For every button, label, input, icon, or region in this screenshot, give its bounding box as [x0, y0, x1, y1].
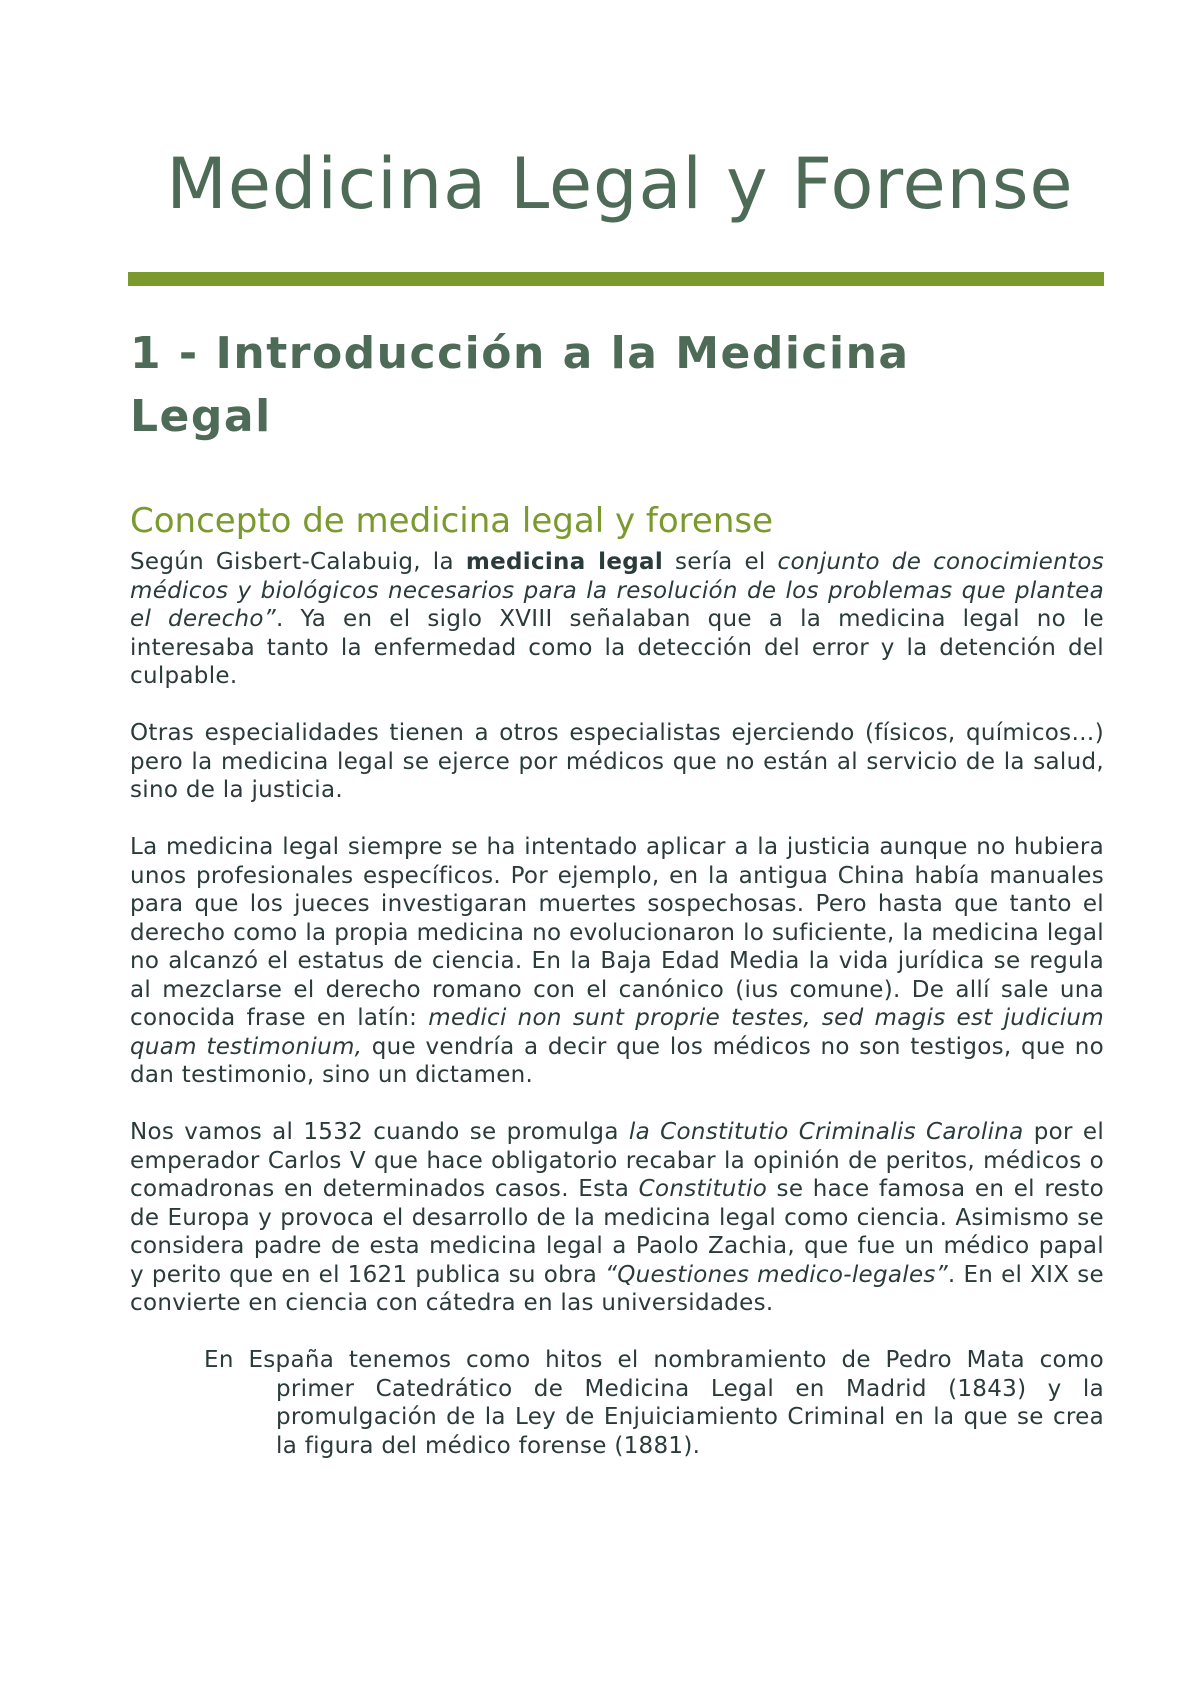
paragraph-3	[130, 833, 1104, 1090]
chapter-heading: 1 - Introducción a la Medicina Legal	[130, 328, 910, 442]
paragraph-4-text-a: Nos vamos al 1532 cuando se promulga	[130, 1119, 629, 1145]
section-heading: Concepto de medicina legal y forense	[130, 501, 773, 541]
document-body	[130, 548, 1104, 1489]
paragraph-3-text-a: La medicina legal siempre se ha intentado aplicar a la justicia aunque no hubiera unos profesionales específicos. Por ejemplo, en la antigua China había manuales para que los jueces investigaran muertes sospechosas. Pero hasta que tanto el derecho como la propia medicina no evolucionaron lo suficiente, la medicina legal no alcanzó el estatus de ciencia. En la Baja Edad Media la vida jurídica se regula al mezclarse el derecho romano con el canónico (ius comune). De allí sale una conocida frase en latín:	[130, 834, 1104, 1031]
paragraph-3-text-c: que vendría a decir que los médicos no son testigos, que no dan testimonio, sino un dictamen.	[130, 1033, 1104, 1088]
paragraph-1-bold-term: medicina legal	[465, 549, 664, 575]
paragraph-1-italic-definition: conjunto de conocimientos médicos y biológicos necesarios para la resolución de los problemas que plantea el derecho”	[130, 549, 1104, 632]
paragraph-1-text-a: Según Gisbert-Calabuig, la	[130, 549, 466, 575]
paragraph-1-text-e: . Ya en el siglo XVIII señalaban que a la medicina legal no le interesaba tanto la enfermedad como la detección del error y la detención del culpable.	[130, 606, 1104, 689]
paragraph-4-italic-questiones: “Questiones medico-legales”	[605, 1261, 948, 1288]
paragraph-4	[130, 1118, 1104, 1318]
paragraph-2: Otras especialidades tienen a otros especialistas ejerciendo (físicos, químicos…) pero la medicina legal se ejerce por médicos que no están al servicio de la salud, sino de la justicia.	[130, 720, 1104, 803]
paragraph-5: En España tenemos como hitos el nombramiento de Pedro Mata como primer Catedrático de Medicina Legal en Madrid (1843) y la promulgación de la Ley de Enjuiciamiento Criminal en la que se crea la figura del médico forense (1881).	[204, 1347, 1104, 1459]
paragraph-1	[130, 548, 1104, 691]
paragraph-3-latin-quote: medici non sunt proprie testes, sed magis est judicium quam testimonium,	[130, 1005, 1104, 1060]
title-divider	[128, 272, 1104, 286]
document-title: Medicina Legal y Forense	[166, 143, 1074, 225]
paragraph-4-text-g: . En el XIX se convierte en ciencia con cátedra en las universidades.	[130, 1261, 1104, 1316]
paragraph-1-text-c: sería el	[663, 549, 778, 575]
paragraph-4-text-c: por el emperador Carlos V que hace obligatorio recabar la opinión de peritos, médicos o comadronas en determinados casos. Esta	[130, 1119, 1105, 1202]
paragraph-4-text-e: se hace famosa en el resto de Europa y provoca el desarrollo de la medicina legal como ciencia. Asimismo se considera padre de esta medicina legal a Paolo Zachia, que fue un médico papal y perito que en el 1621 publica su obra	[130, 1176, 1104, 1288]
paragraph-4-italic-constitutio: Constitutio	[638, 1176, 768, 1202]
paragraph-4-italic-carolina: la Constitutio Criminalis Carolina	[628, 1119, 1024, 1145]
